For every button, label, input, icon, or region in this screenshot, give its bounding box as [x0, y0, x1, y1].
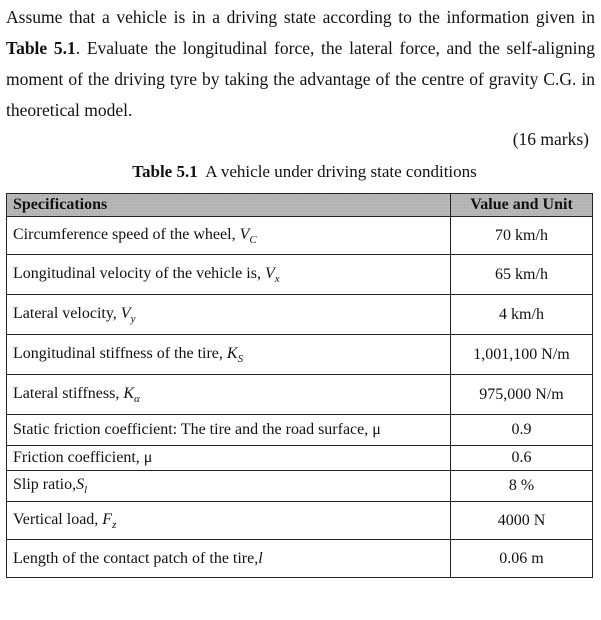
spec-cell — [7, 375, 451, 415]
spec-text: Lateral velocity, — [13, 304, 117, 322]
table-row — [7, 446, 593, 471]
symbol-subscript: C — [249, 233, 257, 246]
value-cell: 975,000 N/m — [451, 375, 593, 415]
spec-text: Length of the contact patch of the tire, — [13, 549, 259, 567]
spec-text: Longitudinal velocity of the vehicle is, — [13, 264, 261, 282]
symbol: K — [123, 384, 135, 402]
table-row — [7, 255, 593, 295]
symbol-subscript: S — [237, 352, 244, 365]
symbol-subscript: x — [274, 272, 280, 285]
symbol: V — [120, 304, 131, 322]
value-cell: 4 km/h — [451, 295, 593, 335]
header-value-unit: Value and Unit — [451, 194, 593, 217]
value-cell: 4000 N — [451, 502, 593, 540]
table-row — [7, 471, 593, 502]
table-row — [7, 502, 593, 540]
table-caption — [0, 161, 601, 183]
value-cell: 0.9 — [451, 415, 593, 446]
value-cell: 0.6 — [451, 446, 593, 471]
spec-text: Slip ratio, — [13, 476, 77, 493]
spec-text: Lateral stiffness, — [13, 384, 120, 402]
symbol: S — [76, 476, 85, 493]
table-row — [7, 415, 593, 446]
value-cell: 1,001,100 N/m — [451, 335, 593, 375]
spec-cell — [7, 335, 451, 375]
table-caption-label: Table 5.1 — [132, 162, 198, 181]
spec-cell — [7, 540, 451, 578]
spec-text: Circumference speed of the wheel, — [13, 225, 236, 243]
symbol-subscript: α — [134, 392, 140, 405]
symbol: V — [264, 264, 275, 282]
symbol: V — [239, 225, 250, 243]
spec-text: Friction coefficient, μ — [13, 449, 153, 466]
symbol: K — [226, 344, 238, 362]
question-text — [6, 2, 595, 126]
symbol-subscript: z — [112, 518, 117, 531]
table-caption-text: A vehicle under driving state conditions — [205, 162, 477, 181]
symbol-subscript: y — [130, 312, 136, 325]
table-row — [7, 375, 593, 415]
spec-cell — [7, 217, 451, 255]
header-specifications: Specifications — [7, 194, 451, 217]
specifications-table — [6, 193, 593, 578]
table-header-row — [7, 194, 593, 217]
value-cell: 0.06 m — [451, 540, 593, 578]
spec-cell — [7, 295, 451, 335]
spec-cell — [7, 255, 451, 295]
value-cell: 70 km/h — [451, 217, 593, 255]
spec-cell — [7, 446, 451, 471]
spec-text: Vertical load, — [13, 510, 99, 528]
table-row — [7, 540, 593, 578]
spec-text: Static friction coefficient: The tire and the road surface, μ — [13, 421, 381, 438]
value-cell: 65 km/h — [451, 255, 593, 295]
spec-text: Longitudinal stiffness of the tire, — [13, 344, 223, 362]
value-cell: 8 % — [451, 471, 593, 502]
spec-cell — [7, 415, 451, 446]
symbol: F — [102, 510, 113, 528]
table-row — [7, 335, 593, 375]
table-row — [7, 217, 593, 255]
spec-cell — [7, 471, 451, 502]
marks-label: (16 marks) — [512, 129, 589, 149]
table-reference: Table 5.1 — [6, 38, 76, 58]
table-row — [7, 295, 593, 335]
spec-cell — [7, 502, 451, 540]
symbol: l — [258, 549, 263, 567]
question-part-2: . Evaluate the longitudinal force, the lateral force, and the self-aligning moment of the driving tyre by taking the advantage of the centre of gravity C.G. in theoretical model. — [6, 38, 595, 120]
question-part-1: Assume that a vehicle is in a driving state according to the information given in — [6, 7, 595, 27]
symbol-subscript: l — [84, 484, 88, 496]
